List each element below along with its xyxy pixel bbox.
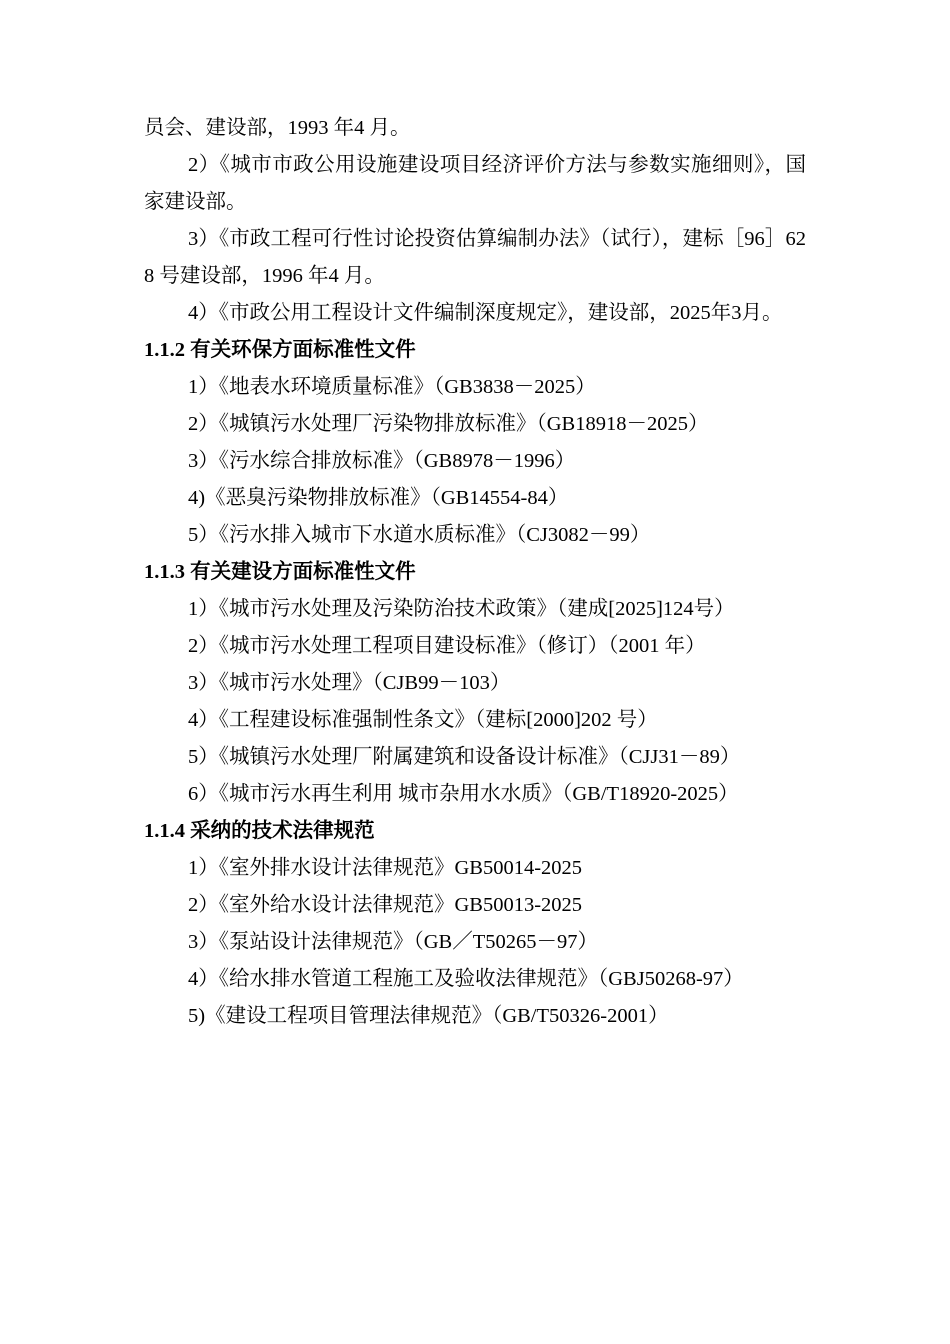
document-body [144, 110, 806, 1035]
list-item: 3）《城市污水处理》（CJB99－103） [188, 672, 511, 694]
list-item: 2）《城市污水处理工程项目建设标准》（修订）（2001 年） [188, 635, 706, 657]
list-item: 6）《城市污水再生利用 城市杂用水水质》（GB/T18920-2025） [188, 783, 739, 805]
list-item: 5)《建设工程项目管理法律规范》（GB/T50326-2001） [188, 1005, 669, 1027]
list-item: 1）《地表水环境质量标准》（GB3838－2025） [188, 376, 596, 398]
list-item: 2）《室外给水设计法律规范》GB50013-2025 [188, 894, 583, 916]
list-item: 3）《污水综合排放标准》（GB8978－1996） [188, 450, 576, 472]
list-item: 2）《城市市政公用设施建设项目经济评价方法与参数实施细则》，国家建设部。 [144, 154, 806, 213]
section-heading: 1.1.2 有关环保方面标准性文件 [144, 339, 416, 361]
list-item: 1）《城市污水处理及污染防治技术政策》（建成[2025]124号） [188, 598, 735, 620]
section-heading: 1.1.3 有关建设方面标准性文件 [144, 561, 416, 583]
list-item: 5）《污水排入城市下水道水质标准》（CJ3082－99） [188, 524, 651, 546]
list-item: 3）《市政工程可行性讨论投资估算编制办法》（试行），建标［96］628 号建设部，1996 年4 月。 [144, 228, 806, 287]
list-item: 4）《市政公用工程设计文件编制深度规定》，建设部，2025年3月。 [188, 302, 783, 324]
list-item: 4）《给水排水管道工程施工及验收法律规范》（GBJ50268-97） [188, 968, 744, 990]
list-item: 2）《城镇污水处理厂污染物排放标准》（GB18918－2025） [188, 413, 709, 435]
section-heading: 1.1.4 采纳的技术法律规范 [144, 820, 375, 842]
list-item: 1）《室外排水设计法律规范》GB50014-2025 [188, 857, 583, 879]
list-item: 4)《恶臭污染物排放标准》（GB14554-84） [188, 487, 569, 509]
paragraph-continuation: 员会、建设部，1993 年4 月。 [144, 117, 411, 139]
list-item: 4）《工程建设标准强制性条文》（建标[2000]202 号） [188, 709, 658, 731]
list-item: 3）《泵站设计法律规范》（GB／T50265－97） [188, 931, 598, 953]
list-item: 5）《城镇污水处理厂附属建筑和设备设计标准》（CJJ31－89） [188, 746, 741, 768]
